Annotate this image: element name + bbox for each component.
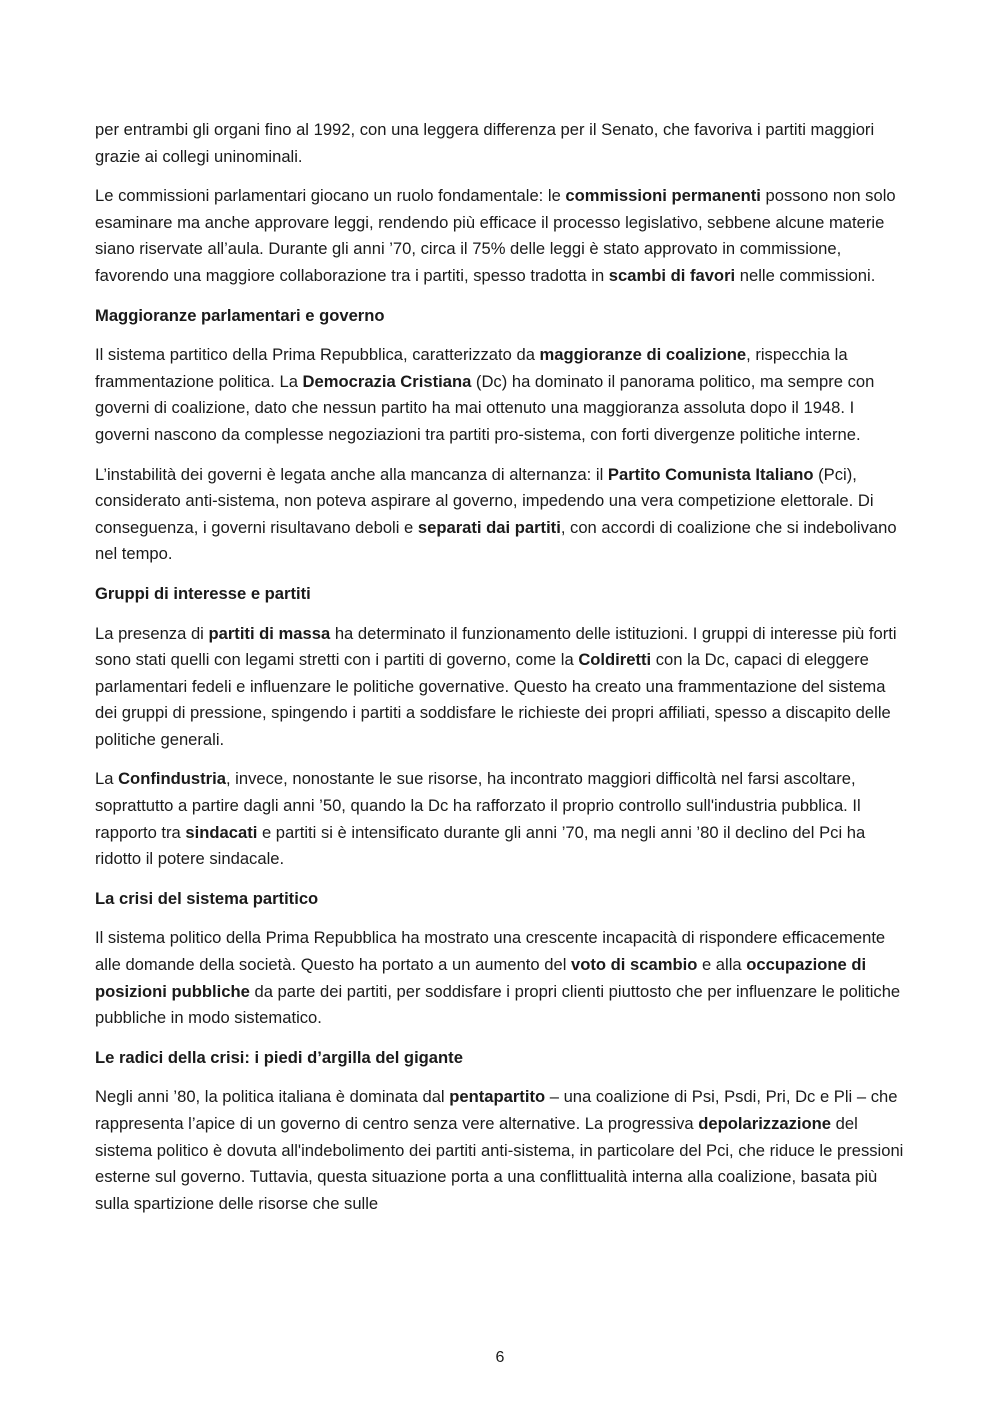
text-run: La presenza di (95, 623, 209, 643)
text-run: , con accordi di coalizione che si indebolivano nel tempo. (95, 517, 897, 564)
text-run: Il sistema politico della Prima Repubblica ha mostrato una crescente incapacità di rispondere efficacemente alle domande della società. Questo ha portato a un aumento del (95, 928, 886, 975)
bold-term: commissioni permanenti (565, 186, 761, 206)
paragraph-7 (95, 925, 907, 1031)
heading-radici-della-crisi: Le radici della crisi: i piedi d’argilla del gigante (95, 1047, 463, 1067)
text-run: (Pci), considerato anti-sistema, non poteva aspirare al governo, impedendo una vera competizione elettorale. Di conseguenza, i governi risultavano deboli e (95, 464, 874, 537)
heading-gruppi-di-interesse: Gruppi di interesse e partiti (95, 583, 311, 603)
text-run: – una coalizione di Psi, Psdi, Pri, Dc e Pli – che rappresenta l’apice di un governo di centro senza vere alternative. La progressiva (95, 1087, 898, 1133)
text-run: L’instabilità dei governi è legata anche alla mancanza di alternanza: il (95, 464, 608, 484)
paragraph-1 (95, 117, 907, 170)
bold-term: pentapartito (449, 1087, 546, 1107)
text-run: del sistema politico è dovuta all'indebolimento dei partiti anti-sistema, in particolare del Pci, che riduce le pressioni esterne sul governo. Tuttavia, questa situazione porta a una conflittualità interna alla coalizione, basata più sulla spartizione delle risorse che sulle (95, 1114, 904, 1213)
text-run: Le commissioni parlamentari giocano un ruolo fondamentale: le (95, 186, 566, 206)
text-run: da parte dei partiti, per soddisfare i propri clienti piuttosto che per influenzare le politiche pubbliche in modo sistematico. (95, 981, 901, 1028)
text-run: (Dc) ha dominato il panorama politico, ma sempre con governi di coalizione, dato che nessun partito ha mai ottenuto una maggioranza assoluta dopo il 1948. I governi nascono da complesse negoziazioni tra partiti pro-sistema, con forti divergenze politiche interne. (95, 371, 875, 444)
bold-term: separati dai partiti (417, 517, 561, 537)
bold-term: sindacati (185, 822, 258, 842)
text-run: con la Dc, capaci di eleggere parlamentari fedeli e influenzare le politiche governative. Questo ha creato una frammentazione del sistema dei gruppi di pressione, spingendo i partiti a soddisfare le richieste dei propri affiliati, spesso a discapito delle politiche generali. (95, 650, 891, 749)
text-run: per entrambi gli organi fino al 1992, con una leggera differenza per il Senato, che favoriva i partiti maggiori grazie ai collegi uninominali. (95, 120, 875, 166)
bold-term: Partito Comunista Italiano (607, 464, 814, 484)
text-run: , rispecchia la frammentazione politica. La (95, 345, 848, 391)
paragraph-6 (95, 766, 907, 872)
document-page (95, 117, 907, 1230)
text-run: possono non solo esaminare ma anche approvare leggi, rendendo più efficace il processo legislativo, sebbene alcune materie siano riservate all’aula. Durante gli anni ’70, circa il 75% delle leggi è stato approvato in commissione, favorendo una maggiore collaborazione tra i partiti, spesso tradotta in (95, 186, 896, 285)
text-run: ha determinato il funzionamento delle istituzioni. I gruppi di interesse più forti sono stati quelli con legami stretti con i partiti di governo, come la (95, 623, 897, 670)
bold-term: Confindustria (118, 769, 226, 789)
paragraph-3 (95, 342, 907, 448)
paragraph-4 (95, 462, 907, 568)
text-run: , invece, nonostante le sue risorse, ha incontrato maggiori difficoltà nel farsi ascoltare, soprattutto a partire dagli anni ’50, quando la Dc ha rafforzato il proprio controllo sull'industria pubblica. Il rapporto tra (95, 769, 861, 842)
paragraph-8 (95, 1084, 907, 1217)
bold-term: occupazione di posizioni pubbliche (95, 955, 867, 1001)
text-run: Negli anni ’80, la politica italiana è dominata dal (95, 1087, 450, 1107)
bold-term: Democrazia Cristiana (302, 371, 472, 391)
bold-term: scambi di favori (608, 265, 736, 285)
bold-term: maggioranze di coalizione (539, 345, 747, 365)
heading-crisi-sistema-partitico: La crisi del sistema partitico (95, 888, 319, 908)
bold-term: depolarizzazione (698, 1114, 832, 1133)
page-number: 6 (495, 1349, 505, 1366)
paragraph-5 (95, 621, 907, 754)
heading-maggioranze-parlamentari: Maggioranze parlamentari e governo (95, 305, 385, 325)
bold-term: partiti di massa (208, 623, 331, 643)
paragraph-2 (95, 183, 907, 289)
bold-term: Coldiretti (578, 650, 652, 670)
text-run: Il sistema partitico della Prima Repubblica, caratterizzato da (95, 345, 540, 365)
text-run: nelle commissioni. (735, 265, 876, 285)
text-run: La (95, 769, 119, 789)
text-run: e alla (697, 955, 747, 975)
bold-term: voto di scambio (571, 955, 698, 975)
document-body (95, 117, 907, 1217)
text-run: e partiti si è intensificato durante gli anni ’70, ma negli anni ’80 il declino del Pci ha ridotto il potere sindacale. (95, 822, 866, 869)
